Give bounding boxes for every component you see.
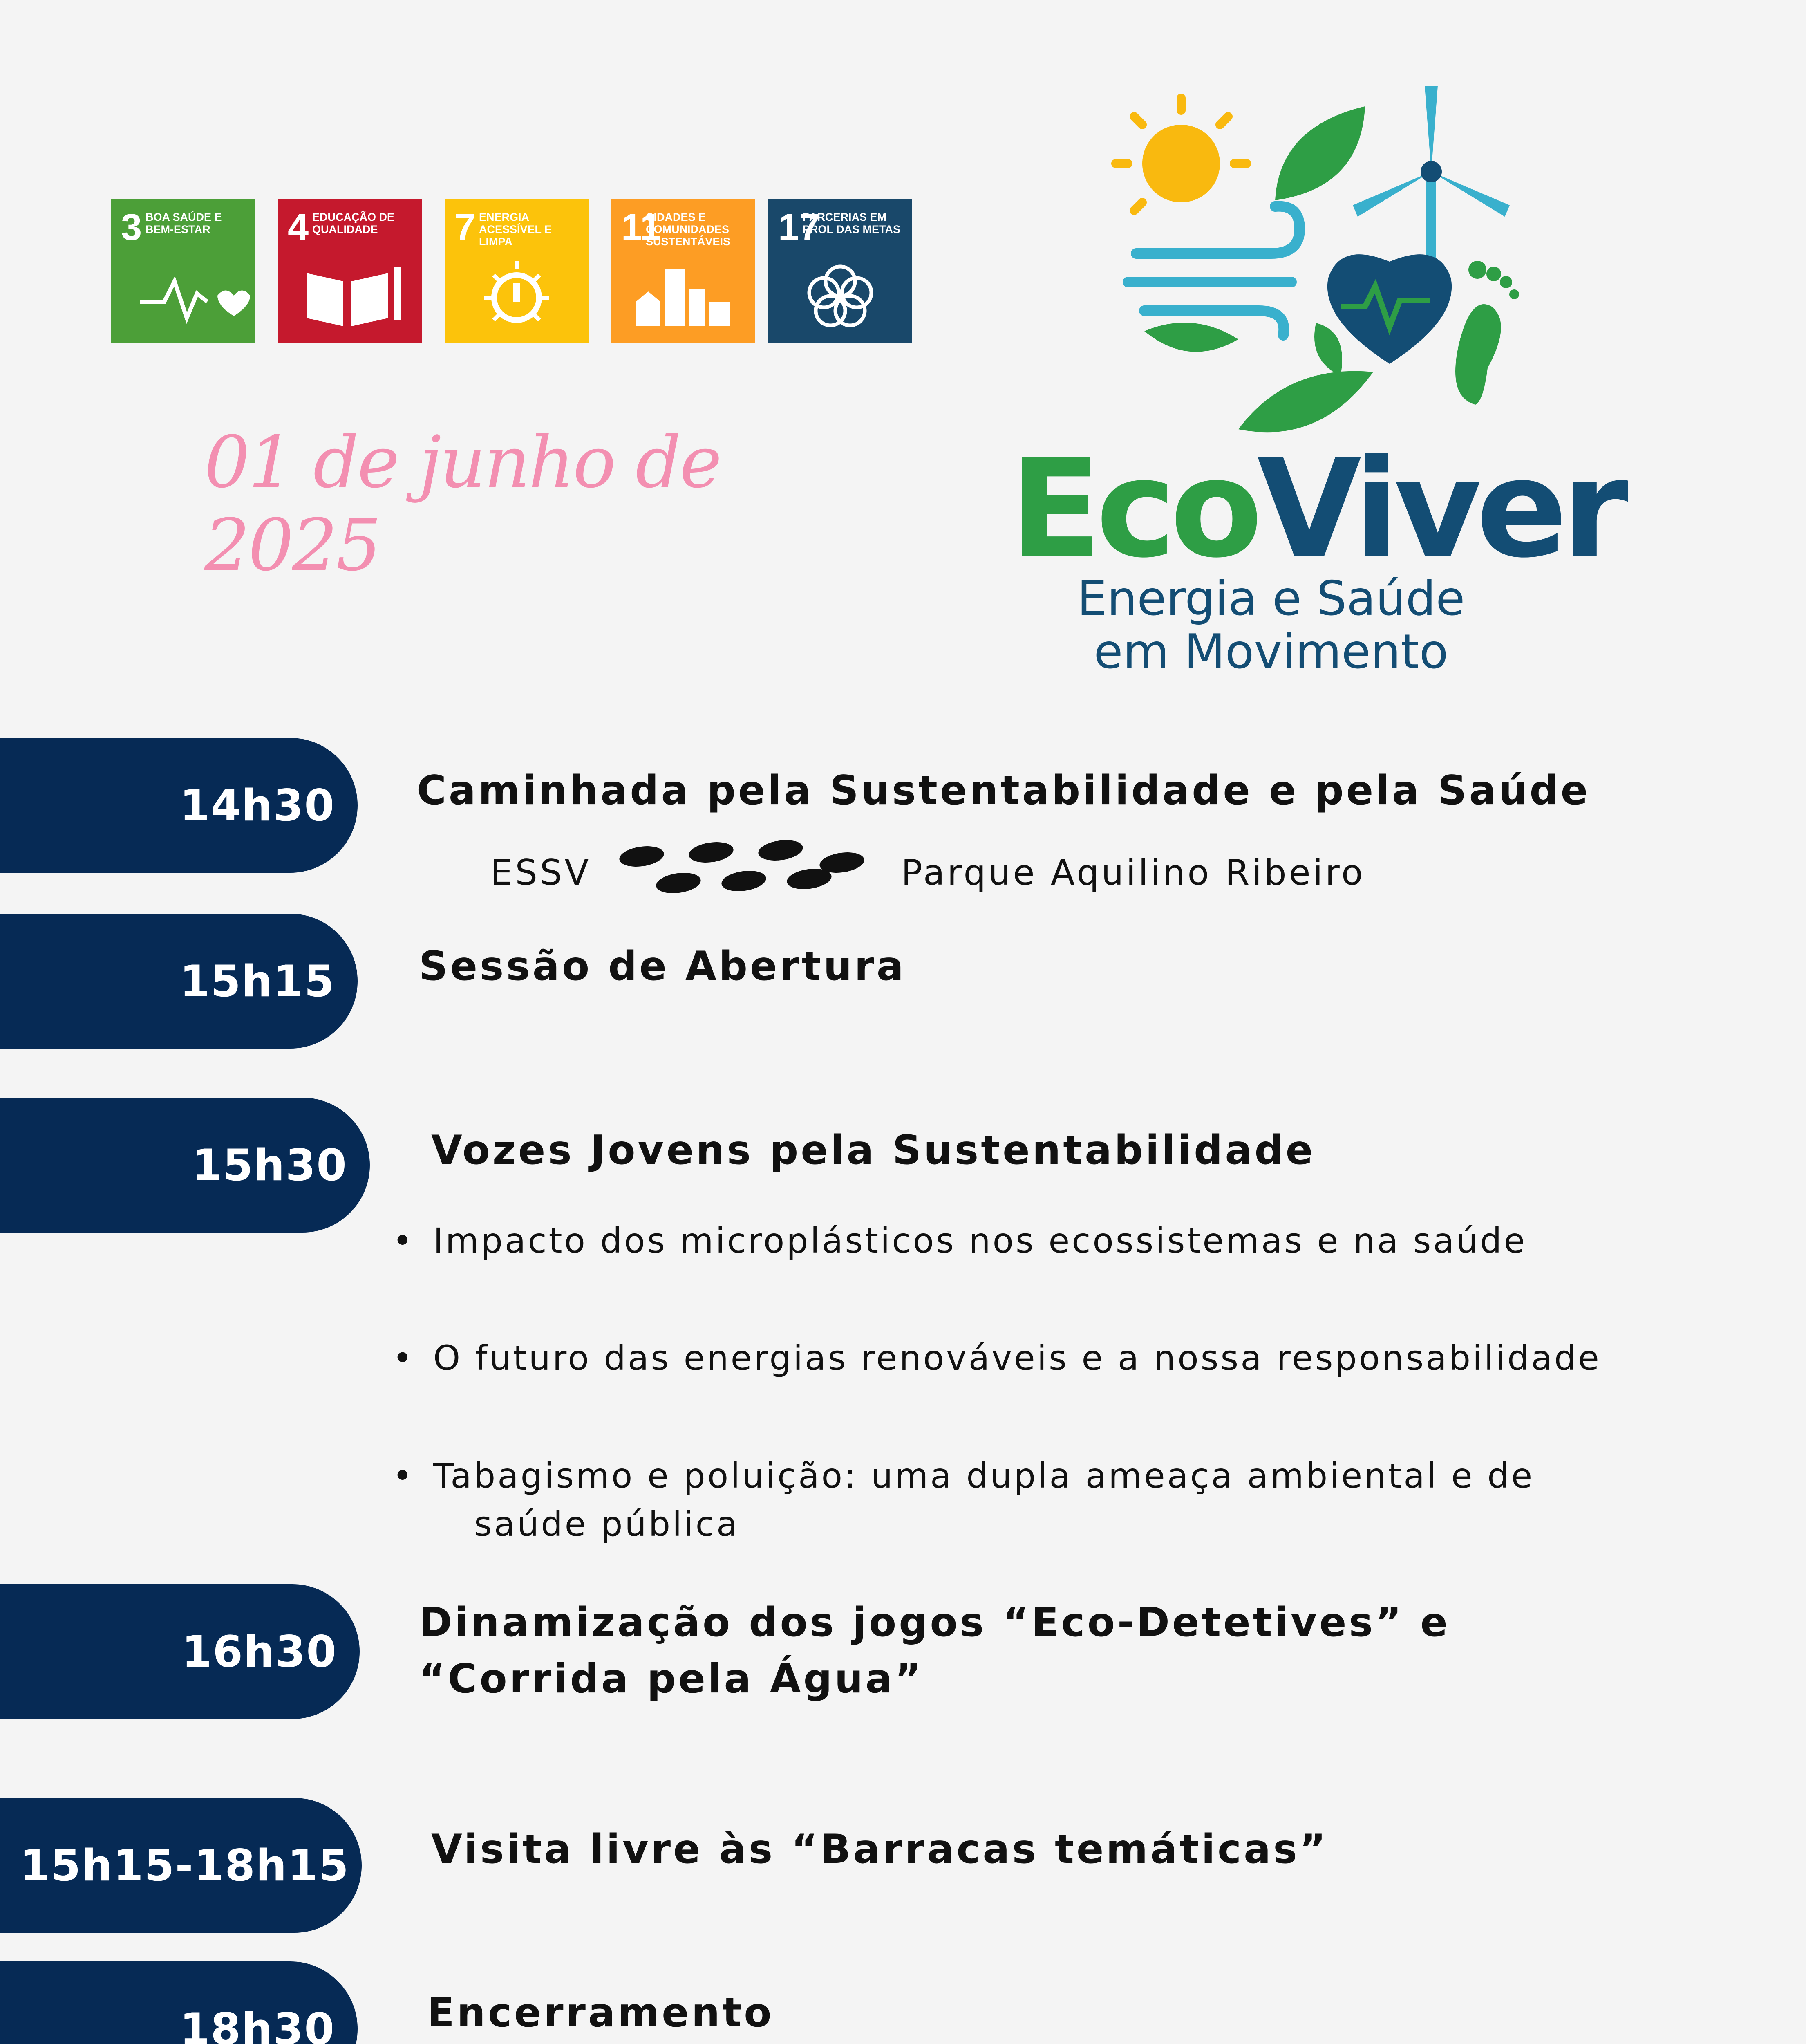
- city-icon: [611, 199, 755, 343]
- list-item: • Impacto dos microplásticos nos ecossistemas e na saúde: [433, 1216, 1766, 1265]
- book-icon: [278, 199, 422, 343]
- sdg-number: 7: [454, 206, 476, 248]
- sdg-number: 11: [621, 206, 661, 248]
- list-item: • Tabagismo e poluição: uma dupla ameaça ambiental e de: [433, 1451, 1766, 1500]
- time-pill: 15h15: [0, 914, 358, 1049]
- time-pill: 15h15-18h15: [0, 1798, 362, 1933]
- brand-subtitle-line1: Energia e Saúde: [1077, 571, 1465, 626]
- sdg-number: 4: [288, 206, 309, 248]
- event-title: Encerramento: [427, 1990, 774, 2036]
- sdg-label: PARCERIAS EM PROL DAS METAS: [803, 211, 901, 235]
- wind-icon: [1128, 206, 1300, 335]
- time-pill: 16h30: [0, 1584, 360, 1719]
- time-pill: 14h30: [0, 738, 358, 873]
- sun-icon: [1116, 98, 1247, 211]
- leaf-icon: [1275, 106, 1365, 200]
- sdg-label: CIDADES E COMUNIDADES SUSTENTÁVEIS: [646, 211, 731, 248]
- sdg-tile-3: [111, 199, 255, 343]
- route-to: Parque Aquilino Ribeiro: [901, 852, 1365, 893]
- brand-subtitle: [1030, 572, 1512, 679]
- event-title: Caminhada pela Sustentabilidade e pela Saúde: [417, 767, 1591, 814]
- event-title: Vozes Jovens pela Sustentabilidade: [431, 1127, 1316, 1174]
- sdg-tile-11: [611, 199, 755, 343]
- list-item: • O futuro das energias renováveis e a nossa responsabilidade: [433, 1334, 1766, 1383]
- footprint-icon: [1455, 261, 1519, 405]
- time-pill: 18h30: [0, 1961, 358, 2044]
- sdg-label: ENERGIA ACESSÍVEL E LIMPA: [479, 211, 552, 248]
- brand-title: [1009, 430, 1623, 587]
- event-title-line2: “Corrida pela Água”: [419, 1656, 924, 1702]
- sdg-number: 17: [778, 206, 820, 248]
- sdg-label: BOA SAÚDE E BEM-ESTAR: [145, 211, 222, 235]
- sdg-number: 3: [121, 206, 142, 248]
- ecoviver-logo-illustration: [1103, 78, 1553, 437]
- brand-viver: Viver: [1257, 430, 1623, 587]
- list-item-continued: saúde pública: [474, 1504, 740, 1544]
- event-title: Sessão de Abertura: [419, 943, 906, 990]
- brand-eco: Eco: [1009, 430, 1257, 587]
- event-title: Visita livre às “Barracas temáticas”: [431, 1826, 1328, 1873]
- time-pill: 15h30: [0, 1098, 370, 1233]
- brand-subtitle-line2: em Movimento: [1094, 624, 1448, 679]
- sdg-label: EDUCAÇÃO DE QUALIDADE: [312, 211, 395, 235]
- footsteps-icon: [617, 838, 871, 903]
- leaf-icon: [1238, 371, 1373, 432]
- leaf-icon: [1144, 323, 1238, 352]
- heart-icon: [1327, 254, 1452, 364]
- event-date: 01 de junho de 2025: [204, 421, 721, 587]
- sdg-tile-7: [445, 199, 589, 343]
- sdg-tile-4: [278, 199, 422, 343]
- rings-icon: [768, 199, 912, 343]
- event-title-line1: Dinamização dos jogos “Eco-Detetives” e: [419, 1599, 1450, 1646]
- route-from: ESSV: [490, 852, 591, 893]
- sun-power-icon: [445, 199, 589, 343]
- sdg-tile-17: [768, 199, 912, 343]
- heartbeat-icon: [111, 199, 255, 343]
- leaf-icon: [1314, 323, 1342, 376]
